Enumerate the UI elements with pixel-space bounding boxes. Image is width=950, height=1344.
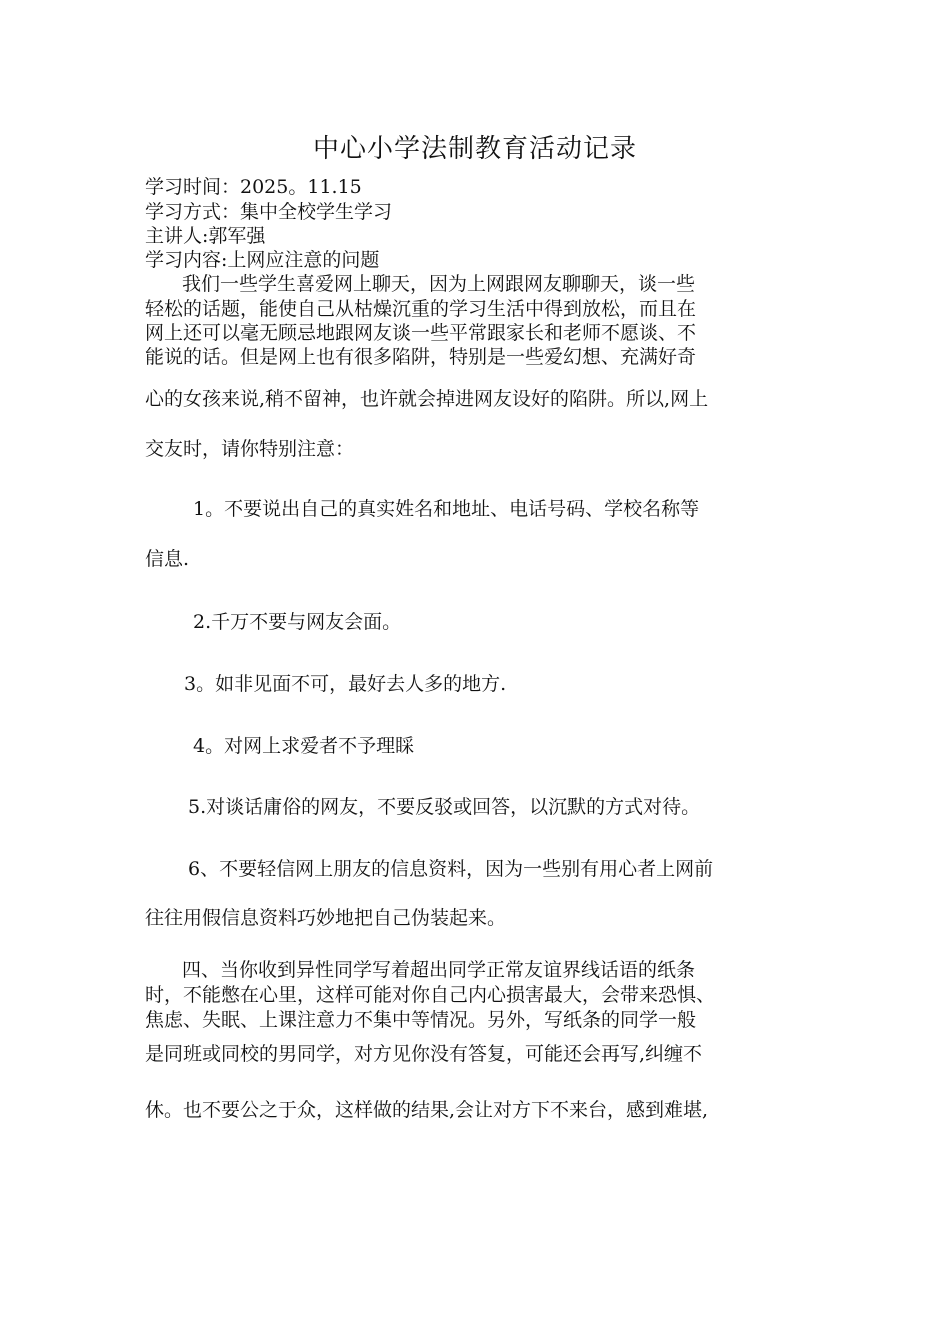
intro-paragraph-line: 心的女孩来说,稍不留神，也许就会掉进网友设好的陷阱。所以,网上	[145, 388, 709, 410]
section-4-paragraph-line: 四、当你收到异性同学写着超出同学正常友谊界线话语的纸条	[182, 959, 696, 981]
intro-paragraph-line: 交友时，请你特别注意：	[145, 438, 355, 460]
section-4-paragraph-line: 时，不能憋在心里，这样可能对你自己内心损害最大，会带来恐惧、	[145, 984, 716, 1006]
intro-paragraph-line: 网上还可以毫无顾忌地跟网友谈一些平常跟家长和老师不愿谈、不	[145, 322, 697, 344]
tip-4: 4。对网上求爱者不予理睬	[193, 735, 415, 757]
intro-paragraph-line: 我们一些学生喜爱网上聊天，因为上网跟网友聊聊天，谈一些	[182, 273, 696, 295]
tip-6-line: 6、不要轻信网上朋友的信息资料，因为一些别有用心者上网前	[188, 858, 714, 880]
tip-5: 5.对谈话庸俗的网友，不要反驳或回答，以沉默的方式对待。	[188, 796, 701, 818]
tip-1-line: 1。不要说出自己的真实姓名和地址、电话号码、学校名称等	[193, 498, 700, 520]
intro-paragraph-line: 能说的话。但是网上也有很多陷阱，特别是一些爱幻想、充满好奇	[145, 346, 697, 368]
tip-3: 3。如非见面不可，最好去人多的地方.	[184, 673, 507, 695]
tip-2: 2.千万不要与网友会面。	[193, 611, 402, 633]
tip-6-continuation: 往往用假信息资料巧妙地把自己伪装起来。	[145, 907, 507, 929]
intro-paragraph-line: 轻松的话题，能使自己从枯燥沉重的学习生活中得到放松，而且在	[145, 298, 697, 320]
section-4-paragraph-line: 焦虑、失眠、上课注意力不集中等情况。另外，写纸条的同学一般	[145, 1009, 697, 1031]
meta-study-method: 学习方式：集中全校学生学习	[145, 201, 393, 223]
meta-study-time: 学习时间：2025。11.15	[145, 176, 362, 198]
meta-speaker: 主讲人:郭军强	[145, 225, 266, 247]
document-title: 中心小学法制教育活动记录	[312, 134, 637, 164]
section-4-paragraph-line: 休。也不要公之于众，这样做的结果,会让对方下不来台，感到难堪,	[145, 1099, 709, 1121]
meta-study-content: 学习内容:上网应注意的问题	[145, 249, 380, 271]
tip-1-continuation: 信息.	[145, 548, 190, 570]
section-4-paragraph-line: 是同班或同校的男同学，对方见你没有答复，可能还会再写,纠缠不	[145, 1043, 703, 1065]
